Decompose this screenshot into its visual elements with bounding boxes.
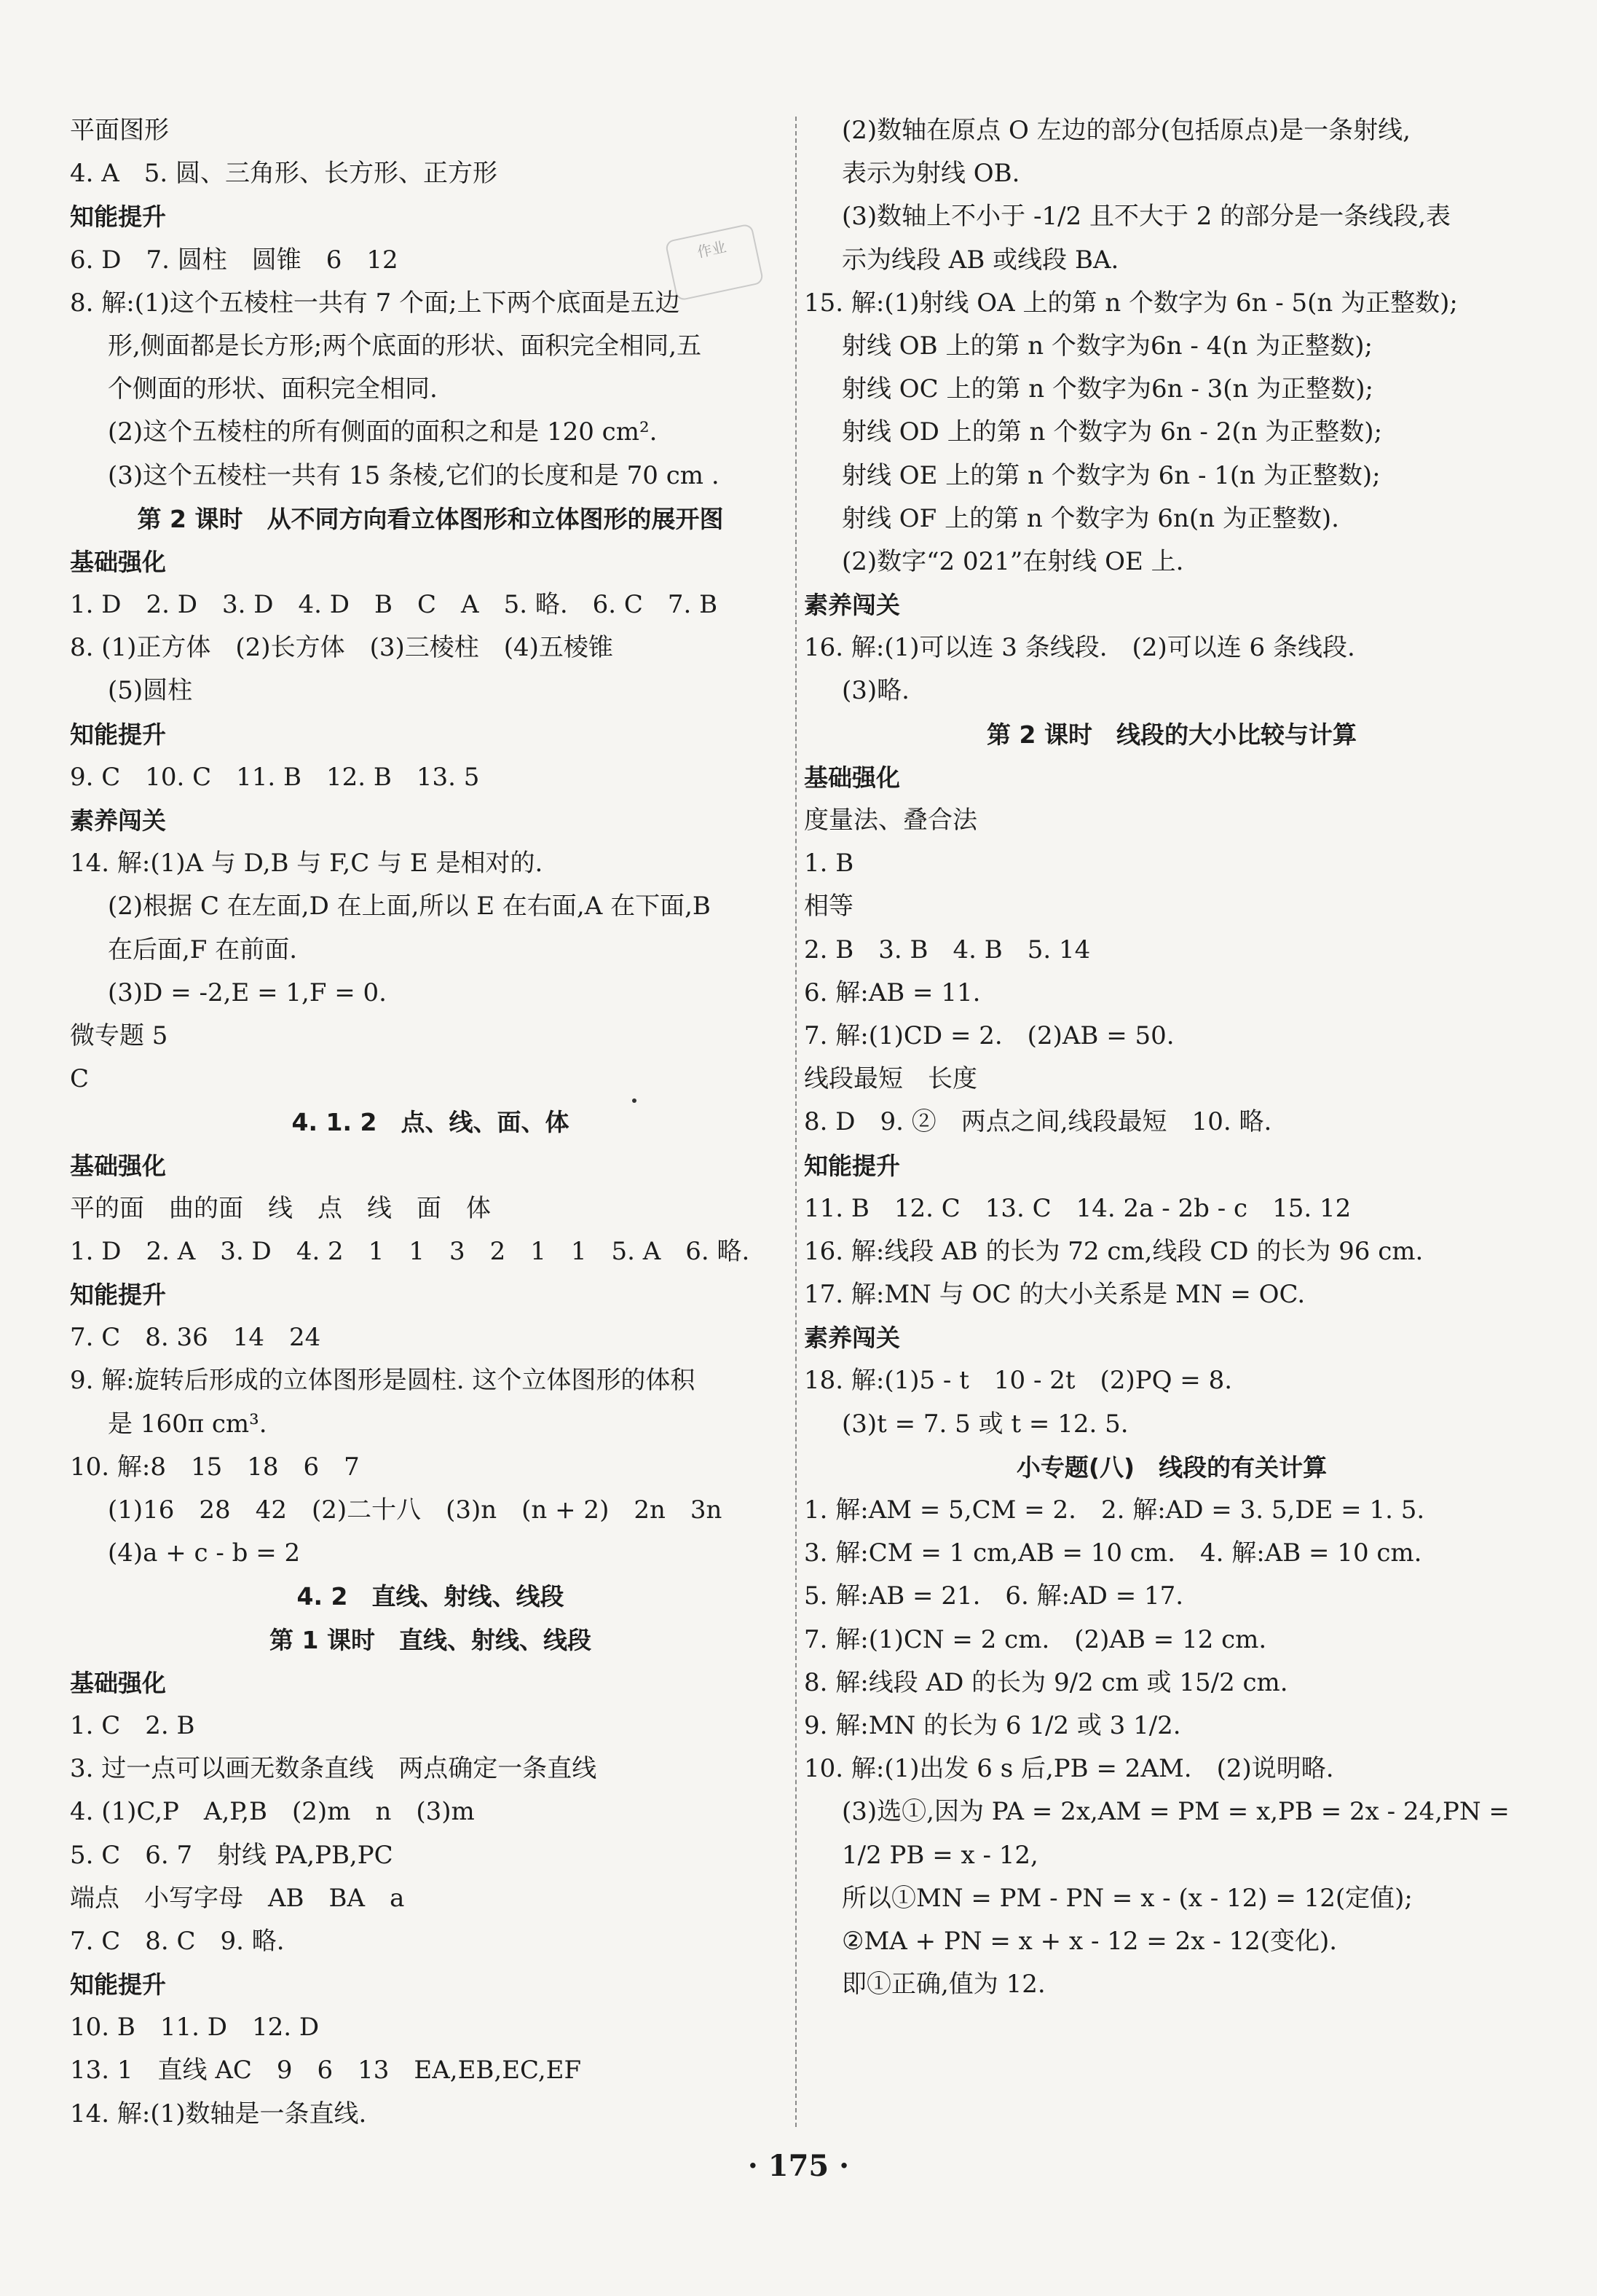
- answer-line: 18. 解:(1)5 - t 10 - 2t (2)PQ = 8.: [804, 1366, 1233, 1396]
- section-heading: 知能提升: [70, 1281, 166, 1310]
- answer-line: 端点 小写字母 AB BA a: [70, 1883, 405, 1913]
- answer-line: 7. C 8. 36 14 24: [70, 1323, 321, 1353]
- answer-line: 9. 解:MN 的长为 6 1/2 或 3 1/2.: [804, 1710, 1181, 1740]
- answer-line: 10. 解:8 15 18 6 7: [70, 1452, 360, 1482]
- answer-line: 1/2 PB = x - 12,: [842, 1840, 1038, 1870]
- answer-line: 6. 解:AB = 11.: [804, 978, 981, 1007]
- answer-line: 4. (1)C,P A,P,B (2)m n (3)m: [70, 1797, 475, 1827]
- answer-line: 微专题 5: [70, 1021, 168, 1050]
- answer-line: 即①正确,值为 12.: [842, 1970, 1046, 2000]
- answer-line: (5)圆柱: [108, 676, 193, 706]
- answer-line: 7. C 8. C 9. 略.: [70, 1926, 285, 1956]
- section-heading: 知能提升: [70, 720, 166, 749]
- answer-line: (1)16 28 42 (2)二十八 (3)n (n + 2) 2n 3n: [108, 1495, 722, 1525]
- answer-line: (2)这个五棱柱的所有侧面的面积之和是 120 cm².: [108, 417, 658, 447]
- section-heading: 素养闯关: [70, 806, 166, 835]
- answer-line: 3. 过一点可以画无数条直线 两点确定一条直线: [70, 1754, 597, 1784]
- answer-line: 在后面,F 在前面.: [108, 935, 298, 964]
- answer-line: 形,侧面都是长方形;两个底面的形状、面积完全相同,五: [108, 331, 702, 361]
- answer-line: 8. 解:(1)这个五棱柱一共有 7 个面;上下两个底面是五边: [70, 288, 680, 318]
- section-heading: 基础强化: [70, 1668, 166, 1697]
- answer-line: 所以①MN = PM - PN = x - (x - 12) = 12(定值);: [842, 1883, 1413, 1913]
- section-heading: 第 1 课时 直线、射线、线段: [269, 1625, 591, 1654]
- answer-line: 13. 1 直线 AC 9 6 13 EA,EB,EC,EF: [70, 2056, 582, 2085]
- answer-line: 9. C 10. C 11. B 12. B 13. 5: [70, 762, 480, 792]
- answer-line: 度量法、叠合法: [804, 806, 977, 835]
- answer-line: (3)t = 7. 5 或 t = 12. 5.: [842, 1409, 1129, 1439]
- answer-line: 射线 OD 上的第 n 个数字为 6n - 2(n 为正整数);: [842, 417, 1383, 447]
- answer-line: 示为线段 AB 或线段 BA.: [842, 245, 1119, 275]
- answer-line: 15. 解:(1)射线 OA 上的第 n 个数字为 6n - 5(n 为正整数);: [804, 288, 1458, 318]
- answer-line: 射线 OC 上的第 n 个数字为6n - 3(n 为正整数);: [842, 374, 1373, 404]
- answer-line: (2)数字“2 021”在射线 OE 上.: [842, 546, 1184, 576]
- answer-line: (3)略.: [842, 676, 910, 706]
- answer-line: 是 160π cm³.: [108, 1409, 267, 1439]
- section-heading: 基础强化: [804, 763, 900, 792]
- answer-line: 7. 解:(1)CN = 2 cm. (2)AB = 12 cm.: [804, 1624, 1267, 1654]
- answer-line: (2)数轴在原点 O 左边的部分(包括原点)是一条射线,: [842, 116, 1411, 145]
- answer-line: 7. 解:(1)CD = 2. (2)AB = 50.: [804, 1021, 1175, 1050]
- section-heading: 知能提升: [70, 1970, 166, 2000]
- answer-line: 14. 解:(1)数轴是一条直线.: [70, 2099, 367, 2128]
- answer-line: 2. B 3. B 4. B 5. 14: [804, 935, 1091, 964]
- answer-line: 相等: [804, 892, 853, 921]
- right-column: [804, 109, 1539, 2006]
- page-number: · 175 ·: [747, 2149, 850, 2183]
- section-heading: 素养闯关: [804, 591, 900, 620]
- answer-line: 5. C 6. 7 射线 PA,PB,PC: [70, 1840, 393, 1870]
- answer-line: 1. D 2. D 3. D 4. D B C A 5. 略. 6. C 7. B: [70, 590, 718, 620]
- answer-line: (3)数轴上不小于 -1/2 且不大于 2 的部分是一条线段,表: [842, 202, 1451, 232]
- answer-line: 8. 解:线段 AD 的长为 9/2 cm 或 15/2 cm.: [804, 1667, 1288, 1697]
- answer-line: 9. 解:旋转后形成的立体图形是圆柱. 这个立体图形的体积: [70, 1366, 695, 1396]
- answer-line: (3)选①,因为 PA = 2x,AM = PM = x,PB = 2x - 24,PN =: [842, 1797, 1510, 1827]
- column-divider: [795, 117, 797, 2127]
- answer-line: 射线 OF 上的第 n 个数字为 6n(n 为正整数).: [842, 503, 1339, 533]
- answer-line: 射线 OE 上的第 n 个数字为 6n - 1(n 为正整数);: [842, 460, 1381, 490]
- section-heading: 基础强化: [70, 1151, 166, 1180]
- answer-line: 射线 OB 上的第 n 个数字为6n - 4(n 为正整数);: [842, 331, 1373, 361]
- section-heading: 素养闯关: [804, 1324, 900, 1353]
- answer-line: (3)D = -2,E = 1,F = 0.: [108, 978, 387, 1007]
- answer-line: 8. (1)正方体 (2)长方体 (3)三棱柱 (4)五棱锥: [70, 633, 613, 663]
- answer-line: 16. 解:线段 AB 的长为 72 cm,线段 CD 的长为 96 cm.: [804, 1236, 1424, 1266]
- answer-line: 3. 解:CM = 1 cm,AB = 10 cm. 4. 解:AB = 10 cm.: [804, 1538, 1422, 1568]
- answer-line: 6. D 7. 圆柱 圆锥 6 12: [70, 245, 398, 275]
- section-heading: 4. 1. 2 点、线、面、体: [291, 1108, 569, 1137]
- section-heading: 第 2 课时 线段的大小比较与计算: [987, 720, 1357, 749]
- section-heading: 4. 2 直线、射线、线段: [296, 1582, 564, 1611]
- answer-line: 个侧面的形状、面积完全相同.: [108, 374, 438, 404]
- left-column: [70, 109, 791, 2136]
- answer-line: 4. A 5. 圆、三角形、长方形、正方形: [70, 159, 498, 189]
- section-heading: 第 2 课时 从不同方向看立体图形和立体图形的展开图: [137, 504, 724, 533]
- answer-line: 表示为射线 OB.: [842, 159, 1020, 189]
- answer-line: 11. B 12. C 13. C 14. 2a - 2b - c 15. 12: [804, 1193, 1352, 1223]
- answer-line: 1. D 2. A 3. D 4. 2 1 1 3 2 1 1 5. A 6. 略.: [70, 1236, 750, 1266]
- answer-line: 17. 解:MN 与 OC 的大小关系是 MN = OC.: [804, 1280, 1306, 1310]
- answer-line: 5. 解:AB = 21. 6. 解:AD = 17.: [804, 1581, 1184, 1611]
- answer-line: 1. C 2. B: [70, 1710, 195, 1740]
- answer-line: C: [70, 1064, 90, 1094]
- section-heading: 知能提升: [70, 203, 166, 232]
- section-heading: 基础强化: [70, 547, 166, 576]
- answer-line: (4)a + c - b = 2: [108, 1538, 301, 1568]
- answer-line: ②MA + PN = x + x - 12 = 2x - 12(变化).: [842, 1926, 1338, 1956]
- answer-line: (2)根据 C 在左面,D 在上面,所以 E 在右面,A 在下面,B: [108, 892, 711, 921]
- section-heading: 小专题(八) 线段的有关计算: [1016, 1452, 1328, 1482]
- answer-line: 14. 解:(1)A 与 D,B 与 F,C 与 E 是相对的.: [70, 849, 543, 878]
- answer-line: 1. 解:AM = 5,CM = 2. 2. 解:AD = 3. 5,DE = 1. 5.: [804, 1495, 1425, 1525]
- answer-line: 平面图形: [70, 116, 169, 145]
- answer-line: (3)这个五棱柱一共有 15 条棱,它们的长度和是 70 cm .: [108, 460, 719, 490]
- answer-line: 8. D 9. ② 两点之间,线段最短 10. 略.: [804, 1107, 1272, 1137]
- answer-line: 线段最短 长度: [804, 1064, 977, 1094]
- stamp-mark: 作业: [665, 223, 765, 302]
- answer-line: 平的面 曲的面 线 点 线 面 体: [70, 1193, 491, 1223]
- answer-line: 10. B 11. D 12. D: [70, 2013, 320, 2043]
- section-heading: 知能提升: [804, 1151, 900, 1180]
- answer-line: 16. 解:(1)可以连 3 条线段. (2)可以连 6 条线段.: [804, 633, 1355, 663]
- answer-line: 10. 解:(1)出发 6 s 后,PB = 2AM. (2)说明略.: [804, 1754, 1334, 1784]
- answer-line: 1. B: [804, 849, 854, 878]
